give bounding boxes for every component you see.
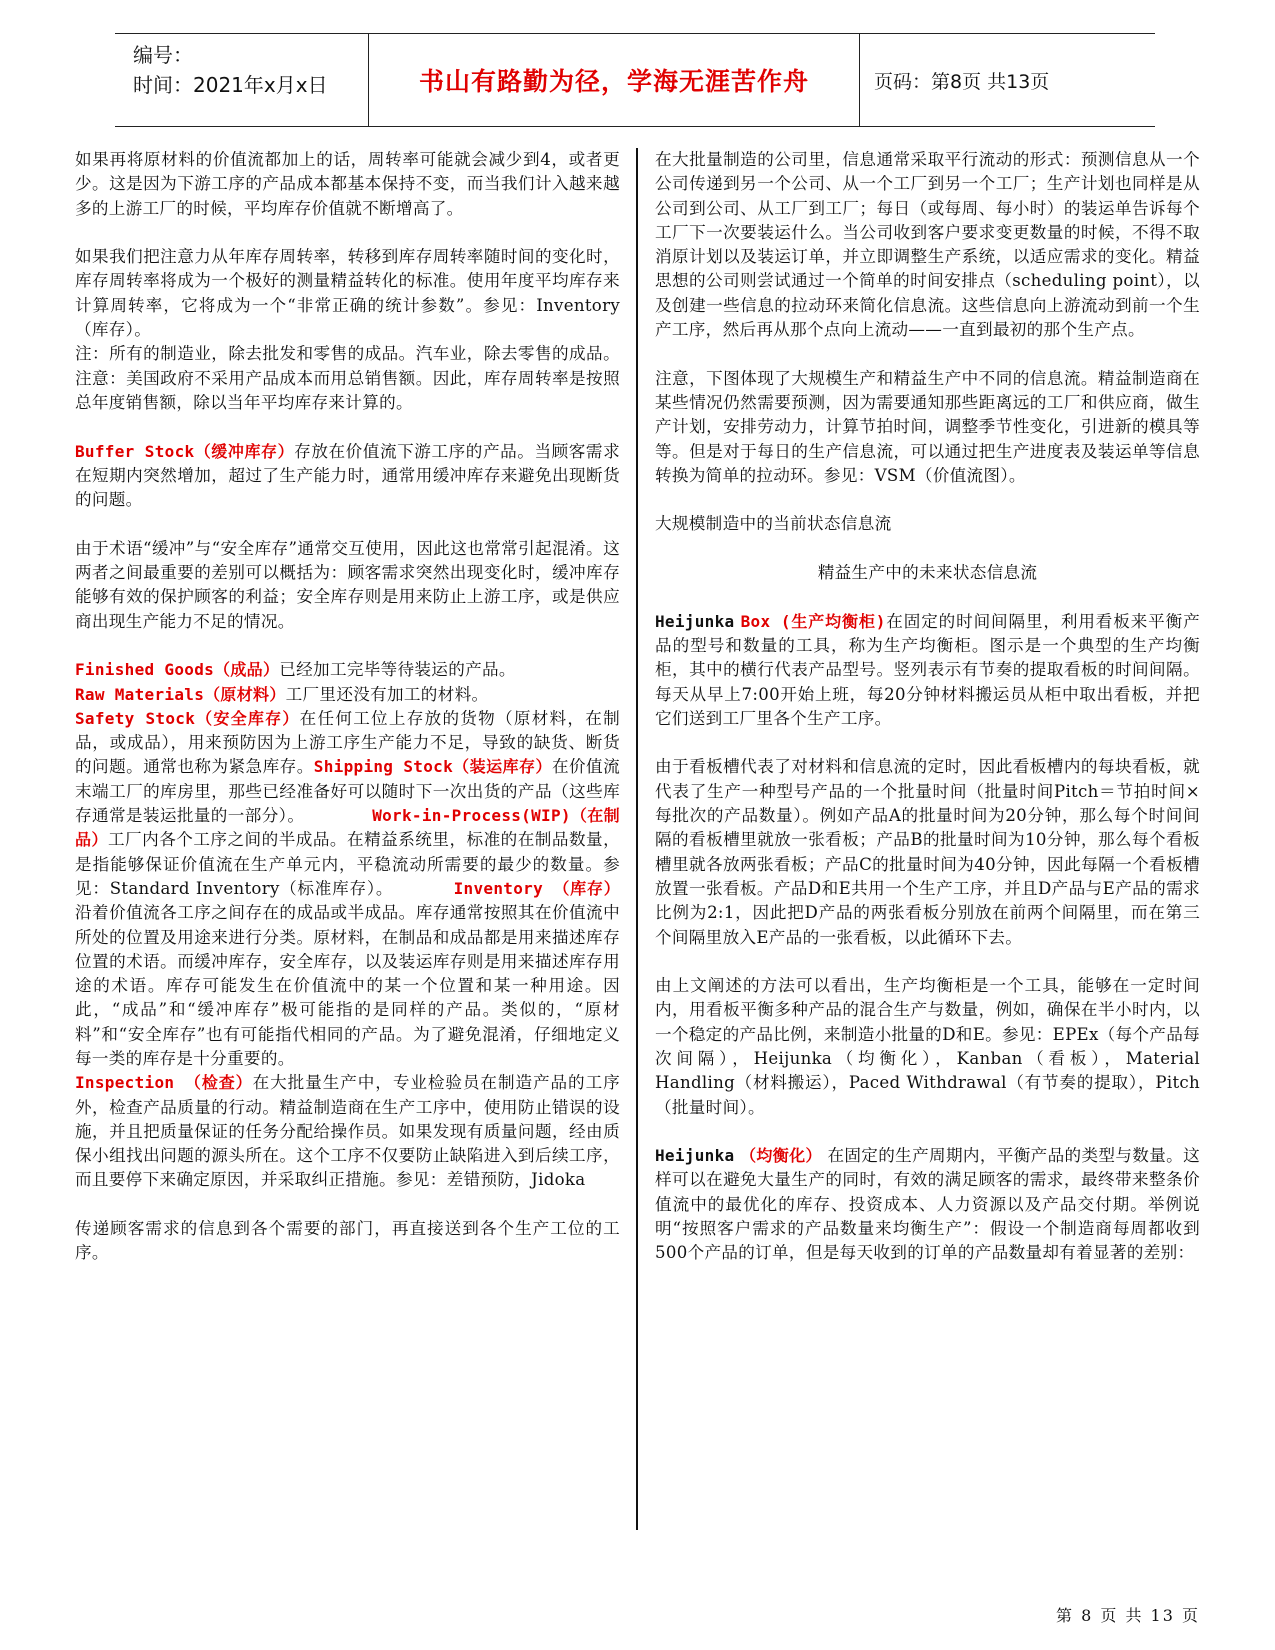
document-date: 时间：2021年x月x日 — [133, 73, 328, 97]
figure-caption-current-state: 大规模制造中的当前状态信息流 — [655, 514, 892, 534]
term-heijunka-box-black: Heijunka — [655, 611, 735, 631]
page-header — [115, 33, 1155, 127]
term-heijunka-red: （均衡化） — [740, 1146, 822, 1166]
term-heijunka-black: Heijunka — [655, 1146, 735, 1166]
definition-buffer-stock: Buffer Stock（缓冲库存）存放在价值流下游工序的产品。当顾客需求在短期内突然增加，超过了生产能力时，通常用缓冲库存来避免出现断货的问题。 — [75, 441, 620, 510]
document-number-label: 编号： — [133, 43, 193, 67]
term-inventory: Inventory （库存） — [453, 878, 620, 898]
paragraph: 注意，下图体现了大规模生产和精益生产中不同的信息流。精益制造商在某些情况仍然需要预测，因为需要通知那些距离远的工厂和供应商，做生产计划，安排劳动力，计算节拍时间，调整季节性变化，引进新的模具等等。但是对于每日的生产信息流，可以通过把生产进度表及装运单等信息转换为简单的拉动环。参见：VSM（价值流图）。 — [655, 368, 1200, 485]
term-safety-stock: Safety Stock（安全库存） — [75, 708, 300, 728]
definition-heijunka: Heijunka （均衡化） 在固定的生产周期内，平衡产品的类型与数量。这样可以在避免大量生产的同时，有效的满足顾客的需求，最终带来整条价值流中的最优化的库存、投资成本、人力资源以及产品交付期。举例说明“按照客户需求的产品数量来均衡生产”：假设一个制造商每周都收到500个产品的订单，但是每天收到的订单的产品数量却有着显著的差别： — [655, 1146, 1200, 1263]
term-wip: Work-in-Process(WIP)（在制品） — [75, 806, 620, 850]
definition-finished-goods: Finished Goods（成品）已经加工完毕等待装运的产品。 — [75, 660, 516, 680]
definition-heijunka-box: Heijunka Box (生产均衡柜)在固定的时间间隔里，利用看板来平衡产品的型号和数量的工具，称为生产均衡柜。图示是一个典型的生产均衡柜，其中的横行代表产品型号。竖列表示有节奏的提取看板的时间间隔。每天从早上7:00开始上班，每20分钟材料搬运员从柜中取出看板，并把它们送到工厂里各个生产工序。 — [655, 611, 1201, 728]
paragraph: 在大批量制造的公司里，信息通常采取平行流动的形式：预测信息从一个公司传递到另一个公司、从一个工厂到另一个工厂；生产计划也同样是从公司到公司、从工厂到工厂；每日（或每周、每小时）的装运单告诉每个工厂下一次要装运什么。当公司收到客户要求变更数量的时候，不得不取消原计划以及装运订单，并立即调整生产系统，以适应需求的变化。精益思想的公司则尝试通过一个简单的时间安排点（scheduling point），以及创建一些信息的拉动环来简化信息流。这些信息向上游流动到前一个生产工序，然后再从那个点向上流动——一直到最初的那个生产点。 — [655, 150, 1200, 340]
paragraph: 由于看板槽代表了对材料和信息流的定时，因此看板槽内的每块看板，就代表了生产一种型号产品的一个批量时间（批量时间Pitch＝节拍时间×每批次的产品数量）。例如产品A的批量时间为20分钟，那么每个时间间隔的看板槽里就放一张看板；产品B的批量时间为10分钟，那么每个看板槽里就各放两张看板；产品C的批量时间为40分钟，因此每隔一个看板槽放置一张看板。产品D和E共用一个生产工序，并且D产品与E产品的需求比例为2:1，因此把D产品的两张看板分别放在前两个间隔里，而在第三个间隔里放入E产品的一张看板，以此循环下去。 — [655, 757, 1200, 947]
term-raw-materials: Raw Materials（原材料） — [75, 684, 286, 704]
header-motto: 书山有路勤为径，学海无涯苦作舟 — [369, 34, 860, 126]
definition-safety-stock: Safety Stock（安全库存）在任何工位上存放的货物（原材料，在制品，或成品），用来预防因为上游工序生产能力不足，导致的缺货、断货的问题。通常也称为紧急库存。Shipping Stock（装运库存）在价值流末端工厂的库房里，那些已经准备好可以随时下一次出货的产品（这些库存通常是装运批量的一部分）。 Work-in-Process(WIP)（在制品）工厂内各个工序之间的半成品。在精益系统里，标准的在制品数量，是指能够保证价值流在生产单元内，平稳流动所需要的最少的数量。参见：Standard Inventory（标准库存）。 Inventory （库存）沿着价值流各工序之间存在的成品或半成品。库存通常按照其在价值流中所处的位置及用途来进行分类。原材料，在制品和成品都是用来描述库存位置的术语。而缓冲库存，安全库存，以及装运库存则是用来描述库存用途的术语。库存可能发生在价值流中的某一个位置和某一种用途。因此，“成品”和“缓冲库存”极可能指的是同样的产品。类似的，“原材料”和“安全库存”也有可能指代相同的产品。为了避免混淆，仔细地定义每一类的库存是十分重要的。 — [75, 708, 620, 1068]
paragraph: 如果再将原材料的价值流都加上的话，周转率可能就会减少到4，或者更少。这是因为下游工序的产品成本都基本保持不变，而当我们计入越来越多的上游工厂的时候，平均库存价值就不断增高了。 — [75, 150, 620, 218]
left-column — [75, 148, 620, 1266]
column-divider — [636, 148, 638, 1530]
page-footer: 第 8 页 共 13 页 — [1056, 1606, 1200, 1625]
header-page-info: 页码：第8页 共13页 — [874, 70, 1050, 93]
right-column — [655, 148, 1200, 1266]
term-inspection: Inspection （检查） — [75, 1073, 253, 1093]
definition-raw-materials: Raw Materials（原材料）工厂里还没有加工的材料。 — [75, 684, 489, 704]
paragraph: 由上文阐述的方法可以看出，生产均衡柜是一个工具，能够在一定时间内，用看板平衡多种产品的混合生产与数量，例如，确保在半小时内，以一个稳定的产品比例，来制造小批量的D和E。参见：EPEx（每个产品每次间隔），Heijunka（均衡化），Kanban（看板），Material Handling（材料搬运），Paced Withdrawal（有节奏的提取），Pitch（批量时间）。 — [655, 976, 1200, 1117]
figure-caption-future-state: 精益生产中的未来状态信息流 — [817, 563, 1038, 583]
term-heijunka-box-red: Box (生产均衡柜) — [740, 611, 886, 631]
term-buffer-stock: Buffer Stock（缓冲库存） — [75, 441, 295, 461]
paragraph: 由于术语“缓冲”与“安全库存”通常交互使用，因此这也常常引起混淆。这两者之间最重要的差别可以概括为：顾客需求突然出现变化时，缓冲库存能够有效的保护顾客的利益；安全库存则是用来防止上游工序，或是供应商出现生产能力不足的情况。 — [75, 538, 620, 631]
header-meta — [115, 34, 369, 126]
term-shipping-stock: Shipping Stock（装运库存） — [313, 757, 552, 777]
term-finished-goods: Finished Goods（成品） — [75, 660, 280, 680]
paragraph: 如果我们把注意力从年库存周转率，转移到库存周转率随时间的变化时，库存周转率将成为一个极好的测量精益转化的标准。使用年度平均库存来计算周转率，它将成为一个“非常正确的统计参数”。参见：Inventory（库存）。 — [75, 247, 620, 340]
paragraph: 传递顾客需求的信息到各个需要的部门，再直接送到各个生产工位的工序。 — [75, 1219, 620, 1263]
definition-inspection: Inspection （检查）在大批量生产中，专业检验员在制造产品的工序外，检查产品质量的行动。精益制造商在生产工序中，使用防止错误的设施，并且把质量保证的任务分配给操作员。如果发现有质量问题，经由质保小组找出问题的源头所在。这个工序不仅要防止缺陷进入到后续工序，而且要停下来确定原因，并采取纠正措施。参见：差错预防，Jidoka — [75, 1073, 620, 1190]
note-paragraph: 注：所有的制造业，除去批发和零售的成品。汽车业，除去零售的成品。注意：美国政府不采用产品成本而用总销售额。因此，库存周转率是按照总年度销售额，除以当年平均库存来计算的。 — [75, 344, 620, 412]
